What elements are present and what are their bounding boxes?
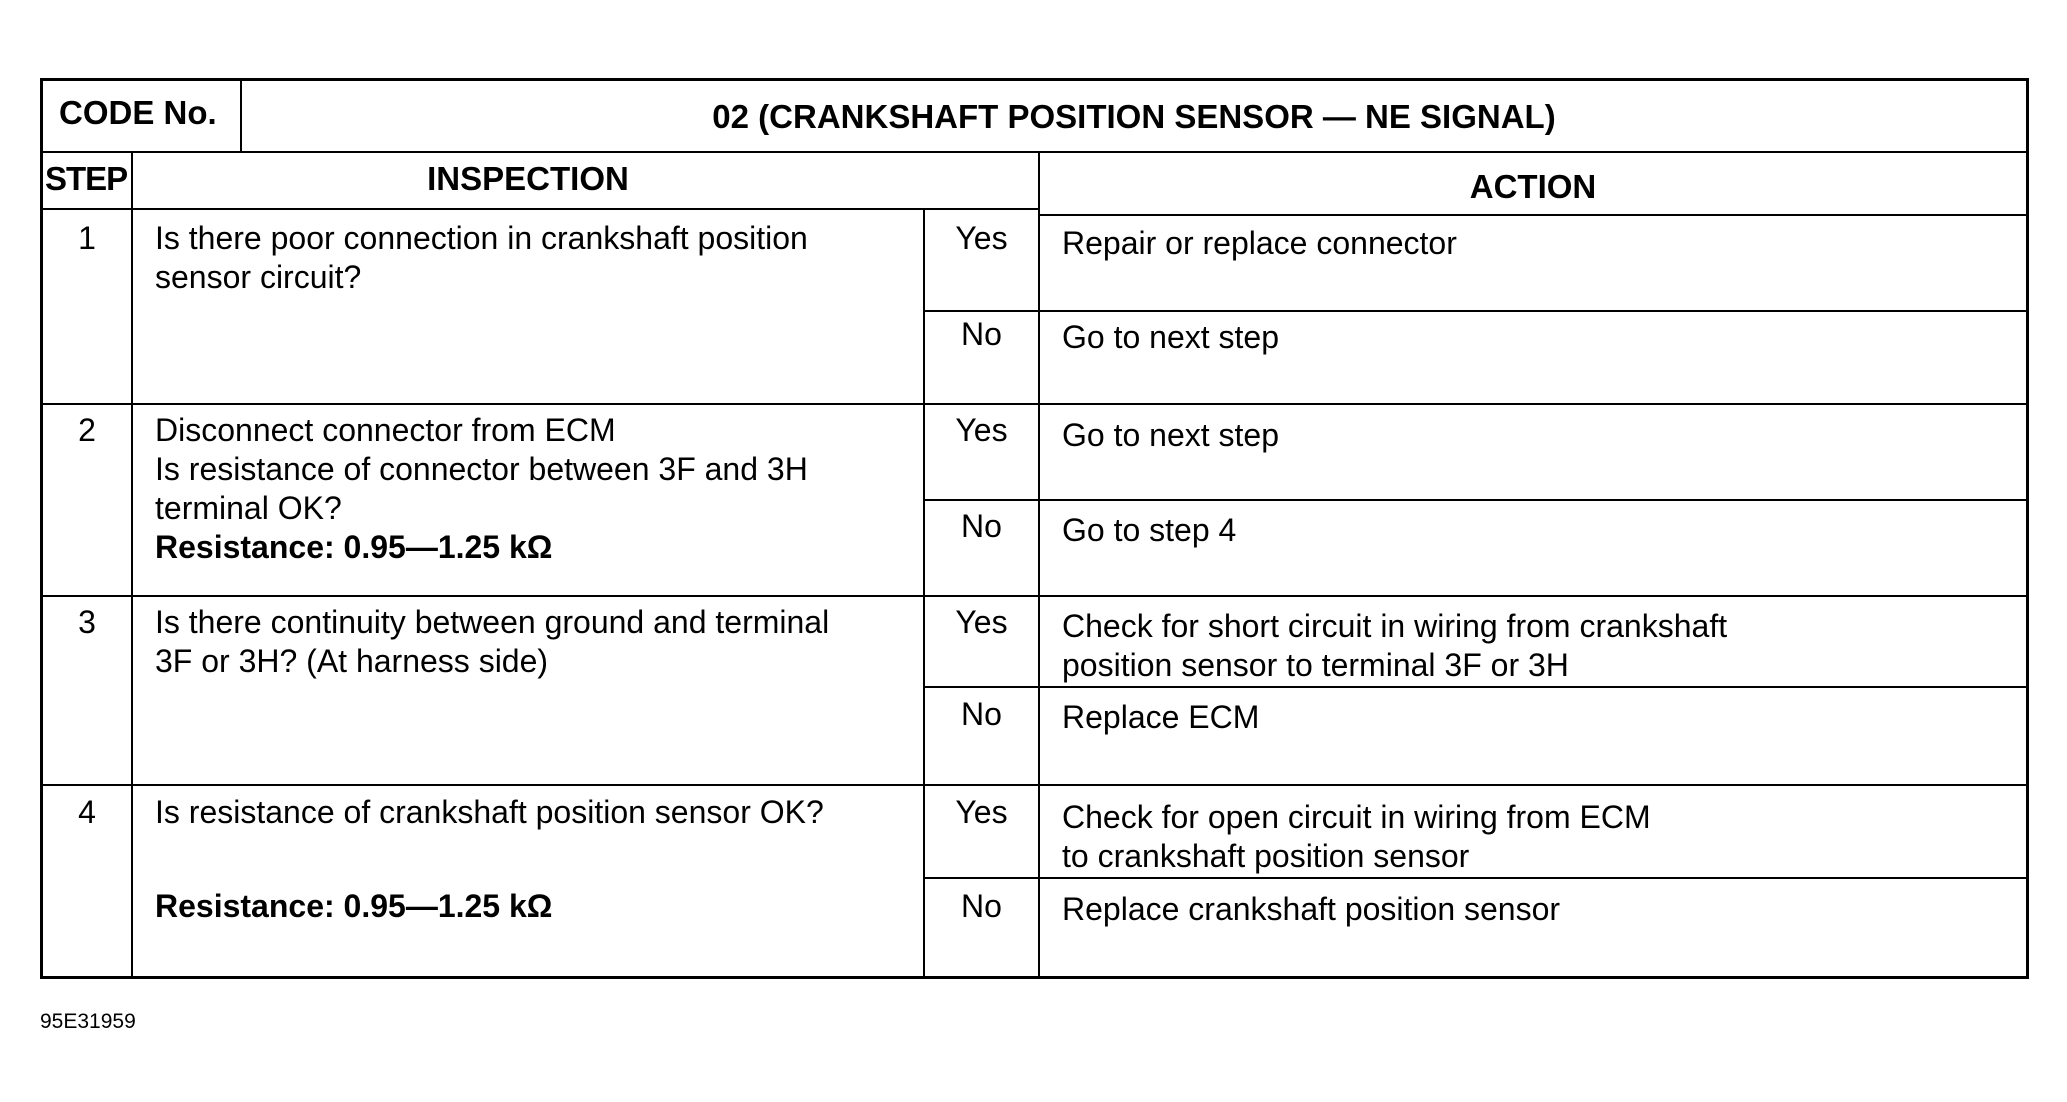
no-action-text: Go to next step [1062, 319, 1280, 355]
diagnostic-table [40, 78, 2029, 979]
step-number: 3 [78, 604, 96, 640]
resistance-spec: Resistance: 0.95—1.25 kΩ [155, 529, 553, 565]
inspection-text-line: Is there poor connection in crankshaft position [155, 220, 808, 256]
step3-bottom-divider [43, 784, 2026, 786]
figure-id: 95E31959 [40, 1010, 136, 1033]
inspection-column-header: INSPECTION [427, 160, 629, 197]
step-number: 1 [78, 220, 96, 256]
action-column-header: ACTION [1469, 168, 1597, 205]
step3-yes-no-divider [923, 686, 2026, 688]
answer-action-divider [1038, 151, 1040, 976]
inspection-text-line: Is resistance of crankshaft position sensor OK? [155, 794, 824, 830]
inspection-text-line: Is there continuity between ground and terminal [155, 604, 830, 640]
no-action-text: Replace ECM [1062, 699, 1260, 735]
no-label: No [961, 316, 1002, 352]
no-label: No [961, 696, 1002, 732]
inspection-text-line: sensor circuit? [155, 259, 362, 295]
yes-action-text: Check for short circuit in wiring from crankshaft [1062, 608, 1728, 644]
inspection-text-line: Disconnect connector from ECM [155, 412, 616, 448]
inspection-text-line: Is resistance of connector between 3F and 3H [155, 451, 808, 487]
yes-label: Yes [955, 412, 1008, 448]
step4-yes-no-divider [923, 877, 2026, 879]
yes-action-text: Go to next step [1062, 417, 1280, 453]
step-number: 2 [78, 412, 96, 448]
yes-action-text: position sensor to terminal 3F or 3H [1062, 647, 1569, 683]
code-number-label: CODE No. [59, 94, 217, 131]
yes-action-text: Repair or replace connector [1062, 225, 1457, 261]
code-title: 02 (CRANKSHAFT POSITION SENSOR — NE SIGNAL) [712, 98, 1556, 135]
column-header-divider-left [43, 208, 1038, 210]
no-label: No [961, 508, 1002, 544]
step1-bottom-divider [43, 403, 2026, 405]
yes-action-text: Check for open circuit in wiring from ECM [1062, 799, 1651, 835]
no-label: No [961, 888, 1002, 924]
header-divider [43, 151, 2026, 153]
no-action-text: Replace crankshaft position sensor [1062, 891, 1561, 927]
step-column-divider [131, 151, 133, 976]
step2-bottom-divider [43, 595, 2026, 597]
step-number: 4 [78, 794, 96, 830]
column-header-divider-right [1038, 214, 2026, 216]
resistance-spec: Resistance: 0.95—1.25 kΩ [155, 888, 553, 924]
yes-label: Yes [955, 794, 1008, 830]
no-action-text: Go to step 4 [1062, 512, 1237, 548]
yes-action-text: to crankshaft position sensor [1062, 838, 1470, 874]
yes-label: Yes [955, 220, 1008, 256]
step1-yes-no-divider [923, 310, 2026, 312]
step-column-header: STEP [45, 160, 128, 197]
inspection-text-line: terminal OK? [155, 490, 342, 526]
step2-yes-no-divider [923, 499, 2026, 501]
yes-label: Yes [955, 604, 1008, 640]
inspection-text-line: 3F or 3H? (At harness side) [155, 643, 549, 679]
